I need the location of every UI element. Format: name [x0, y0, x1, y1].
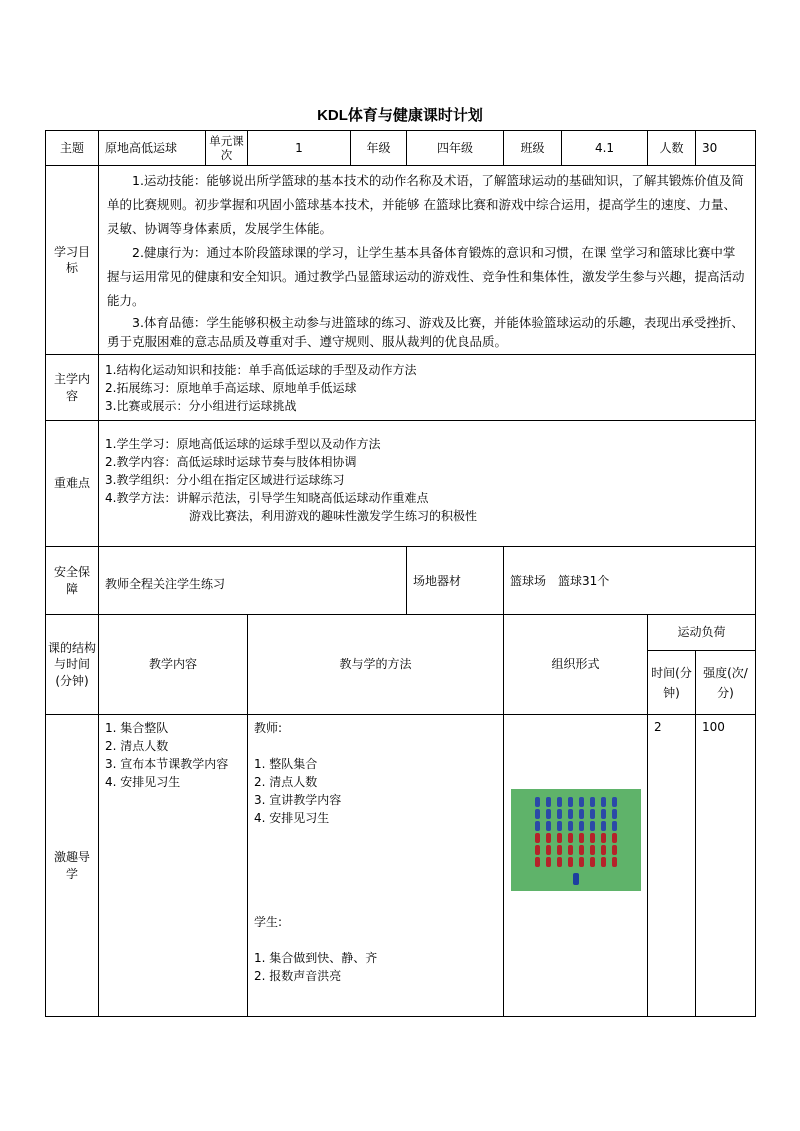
venue-value: 篮球场 篮球31个 — [504, 547, 756, 615]
student-figure — [546, 797, 551, 807]
student-figure — [601, 857, 606, 867]
student-figure — [535, 821, 540, 831]
student-figure — [535, 845, 540, 855]
objective-item: 2.健康行为：通过本阶段篮球课的学习，让学生基本具备体育锻炼的意识和习惯，在课 堂学习和篮球比赛中掌握与运用常见的健康和安全知识。通过教学凸显篮球运动的游戏性、竞争性和集体性，激发学生参与兴趣，提高活动能力。 — [107, 245, 745, 308]
subject-value: 原地高低运球 — [99, 131, 206, 166]
student-figure — [568, 833, 573, 843]
section-content-item: 2. 清点人数 — [105, 739, 169, 753]
student-figure — [601, 845, 606, 855]
student-figure — [568, 821, 573, 831]
student-figure — [535, 797, 540, 807]
content-item: 1.结构化运动知识和技能：单手高低运球的手型及动作方法 — [105, 362, 417, 377]
student-figure — [546, 845, 551, 855]
section-intensity: 100 — [696, 715, 756, 1017]
student-figure — [601, 797, 606, 807]
section-time: 2 — [648, 715, 696, 1017]
teacher-item: 4. 安排见习生 — [254, 811, 330, 825]
student-figure — [590, 845, 595, 855]
time-header: 时间(分钟) — [648, 651, 696, 715]
student-figure — [601, 833, 606, 843]
section-content-item: 3. 宣布本节课教学内容 — [105, 757, 229, 771]
student-figure — [590, 833, 595, 843]
structure-header-row — [46, 615, 756, 651]
method-header: 教与学的方法 — [248, 615, 504, 715]
student-figure — [612, 797, 617, 807]
student-figure — [590, 809, 595, 819]
key-point-item: 3.教学组织：分小组在指定区域进行运球练习 — [105, 473, 345, 487]
count-label: 人数 — [648, 131, 696, 166]
student-figure — [590, 797, 595, 807]
safety-row — [46, 547, 756, 615]
student-figure — [557, 857, 562, 867]
objectives-row — [46, 166, 756, 355]
student-figure — [546, 809, 551, 819]
content-item: 2.拓展练习：原地单手高运球、原地单手低运球 — [105, 380, 357, 395]
student-figure — [568, 797, 573, 807]
student-figure — [612, 809, 617, 819]
objective-item: 3.体育品德：学生能够积极主动参与进篮球的练习、游戏及比赛，并能体验篮球运动的乐趣，表现出承受挫折、勇于克服困难的意志品质及尊重对手、遵守规则、服从裁判的优良品质。 — [107, 315, 744, 349]
student-figure — [612, 821, 617, 831]
student-figure — [557, 845, 562, 855]
page-title: KDL体育与健康课时计划 — [317, 107, 483, 124]
key-point-item: 4.教学方法：讲解示范法，引导学生知晓高低运球动作重难点 — [105, 491, 429, 505]
section-warmup-row — [46, 715, 756, 1017]
objective-item: 1.运动技能：能够说出所学篮球的基本技术的动作名称及术语，了解篮球运动的基础知识，了解其锻炼价值及简单的比赛规则。初步掌握和巩固小篮球基本技术，并能够 在篮球比赛和游戏中综合运用，提高学生的速度、力量、灵敏、协调等身体素质，发展学生体能。 — [107, 173, 744, 236]
safety-label: 安全保障 — [46, 547, 99, 615]
student-item: 1. 集合做到快、静、齐 — [254, 951, 378, 965]
student-figure — [557, 833, 562, 843]
student-figure — [579, 797, 584, 807]
student-figure — [601, 809, 606, 819]
class-value: 4.1 — [562, 131, 648, 166]
venue-label: 场地器材 — [407, 547, 504, 615]
student-figure — [535, 833, 540, 843]
key-points-label: 重难点 — [46, 421, 99, 547]
safety-value: 教师全程关注学生练习 — [99, 547, 407, 615]
student-figure — [579, 821, 584, 831]
structure-col-label: 课的结构与时间(分钟) — [46, 615, 99, 715]
student-figure — [568, 857, 573, 867]
student-figure — [601, 821, 606, 831]
student-figure — [535, 809, 540, 819]
student-figure — [590, 857, 595, 867]
subject-label: 主题 — [46, 131, 99, 166]
info-row — [46, 131, 756, 166]
student-figure — [579, 833, 584, 843]
unit-value: 1 — [248, 131, 351, 166]
organization-header: 组织形式 — [504, 615, 648, 715]
student-figure — [546, 821, 551, 831]
student-figure — [557, 821, 562, 831]
key-point-item: 2.教学内容：高低运球时运球节奏与肢体相协调 — [105, 455, 357, 469]
objectives-label: 学习目标 — [46, 166, 99, 355]
count-value: 30 — [696, 131, 756, 166]
student-figure — [557, 797, 562, 807]
teaching-content-header: 教学内容 — [99, 615, 248, 715]
teacher-figure — [573, 873, 579, 885]
student-figure — [546, 833, 551, 843]
student-label: 学生: — [254, 915, 283, 929]
student-figure — [590, 821, 595, 831]
content-row — [46, 355, 756, 421]
section-label: 激趣导学 — [46, 715, 99, 1017]
student-figure — [612, 833, 617, 843]
section-content-item: 4. 安排见习生 — [105, 775, 181, 789]
grade-label: 年级 — [351, 131, 407, 166]
content-item: 3.比赛或展示：分小组进行运球挑战 — [105, 398, 297, 413]
section-content-item: 1. 集合整队 — [105, 721, 169, 735]
unit-label: 单元课次 — [206, 131, 248, 166]
intensity-header: 强度(次/分) — [696, 651, 756, 715]
key-point-item: 1.学生学习：原地高低运球的运球手型以及动作方法 — [105, 437, 381, 451]
key-point-item: 游戏比赛法，利用游戏的趣味性激发学生练习的积极性 — [189, 509, 478, 523]
student-figure — [579, 845, 584, 855]
key-points-row — [46, 421, 756, 547]
student-figure — [579, 857, 584, 867]
class-label: 班级 — [504, 131, 562, 166]
student-figure — [557, 809, 562, 819]
student-figure — [568, 845, 573, 855]
teacher-item: 3. 宣讲教学内容 — [254, 793, 342, 807]
student-figure — [612, 857, 617, 867]
formation-diagram — [511, 789, 641, 891]
teacher-label: 教师: — [254, 721, 283, 735]
student-figure — [535, 857, 540, 867]
grade-value: 四年级 — [407, 131, 504, 166]
student-figure — [579, 809, 584, 819]
content-label: 主学内容 — [46, 355, 99, 421]
student-figure — [546, 857, 551, 867]
load-header: 运动负荷 — [648, 615, 756, 651]
student-figure — [568, 809, 573, 819]
teacher-item: 2. 清点人数 — [254, 775, 318, 789]
teacher-item: 1. 整队集合 — [254, 757, 318, 771]
student-figure — [612, 845, 617, 855]
lesson-plan-table — [45, 130, 756, 1017]
student-item: 2. 报数声音洪亮 — [254, 969, 342, 983]
